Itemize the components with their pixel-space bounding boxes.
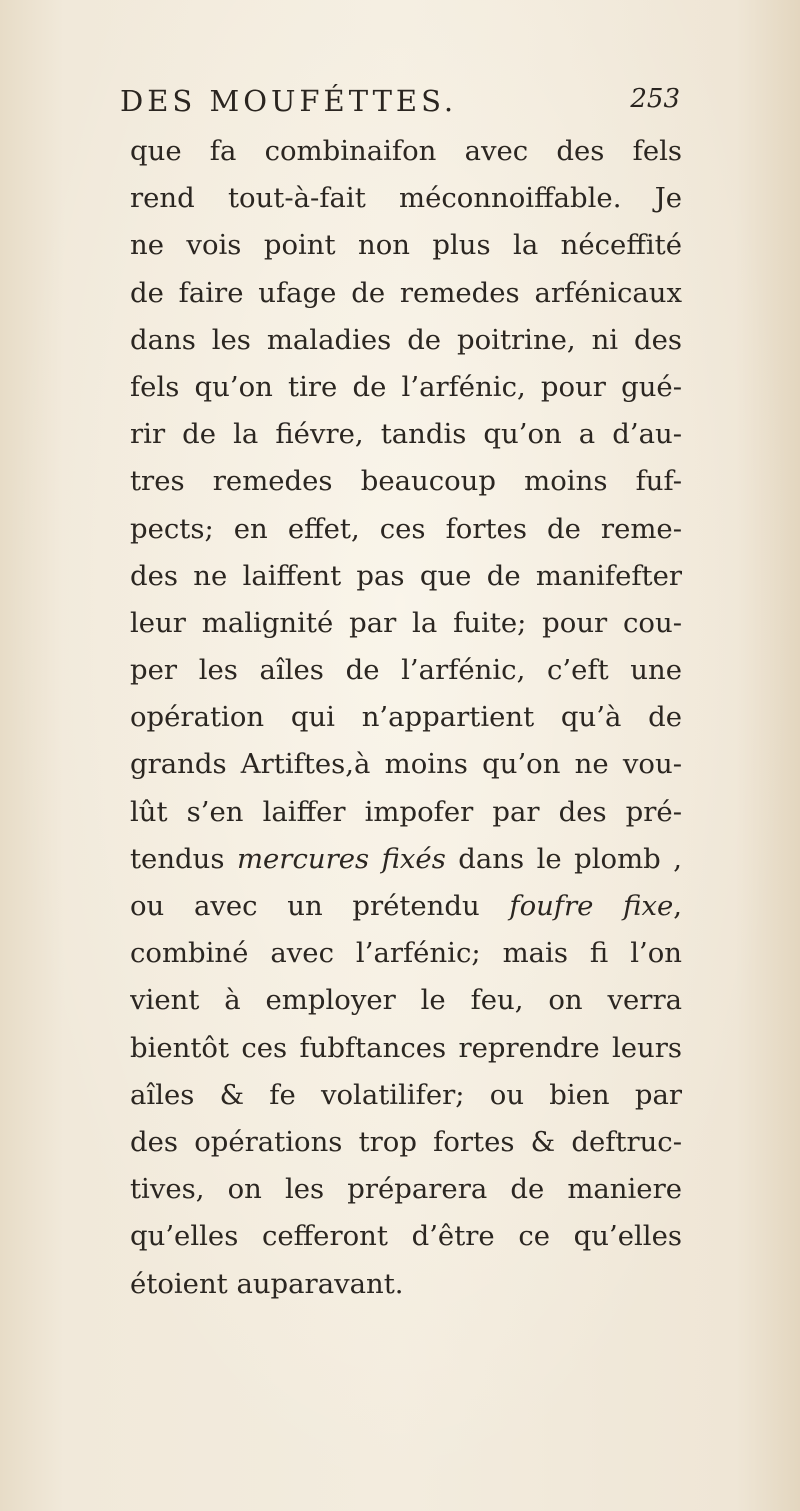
text-segment: ou avec un prétendu xyxy=(130,890,510,922)
page-number: 253 xyxy=(630,84,680,114)
text-line: bientôt ces fubftances reprendre leurs xyxy=(130,1031,682,1064)
text-line: leur malignité par la fuite; pour cou- xyxy=(130,606,682,639)
text-line: tives, on les préparera de maniere xyxy=(130,1173,682,1206)
text-line: tres remedes beaucoup moins fuf- xyxy=(130,465,682,498)
text-segment: dans le plomb , xyxy=(445,842,682,875)
running-title: DES MOUFÉTTES. xyxy=(120,84,458,118)
italic-phrase: foufre fixe xyxy=(509,890,674,922)
text-line: lût s’en laiffer impofer par des pré- xyxy=(130,795,682,828)
text-line: que fa combinaifon avec des fels xyxy=(130,135,682,167)
text-line: des opérations trop fortes & deftruc- xyxy=(130,1125,682,1158)
text-line: des ne laiffent pas que de manifefter xyxy=(130,559,682,592)
text-line-final: étoient auparavant. xyxy=(130,1267,404,1300)
text-line: per les aîles de l’arfénic, c’eft une xyxy=(130,654,682,687)
running-head xyxy=(120,84,680,124)
text-line: aîles & fe volatilifer; ou bien par xyxy=(130,1078,682,1111)
text-segment: , xyxy=(673,890,682,922)
text-line: fels qu’on tire de l’arfénic, pour gué- xyxy=(130,370,682,403)
text-line: pects; en effet, ces fortes de reme- xyxy=(130,512,682,545)
text-segment: tendus xyxy=(130,842,237,875)
text-line: combiné avec l’arfénic; mais fi l’on xyxy=(130,937,682,970)
text-line: qu’elles cefferont d’être ce qu’elles xyxy=(130,1220,682,1253)
text-line: dans les maladies de poitrine, ni des xyxy=(130,323,682,356)
text-line-with-italic xyxy=(130,883,682,930)
text-line: de faire ufage de remedes arfénicaux xyxy=(130,276,682,309)
body-text xyxy=(130,128,682,1308)
text-line: grands Artiftes,à moins qu’on ne vou- xyxy=(130,748,682,781)
text-line-with-italic xyxy=(130,836,682,883)
text-line: rir de la fiévre, tandis qu’on a d’au- xyxy=(130,418,682,451)
italic-phrase: mercures fixés xyxy=(236,842,446,875)
text-line: opération qui n’appartient qu’à de xyxy=(130,701,682,734)
text-line: rend tout-à-fait méconnoiffable. Je xyxy=(130,182,682,215)
text-line: vient à employer le feu, on verra xyxy=(130,984,682,1017)
text-line: ne vois point non plus la néceffité xyxy=(130,229,682,262)
